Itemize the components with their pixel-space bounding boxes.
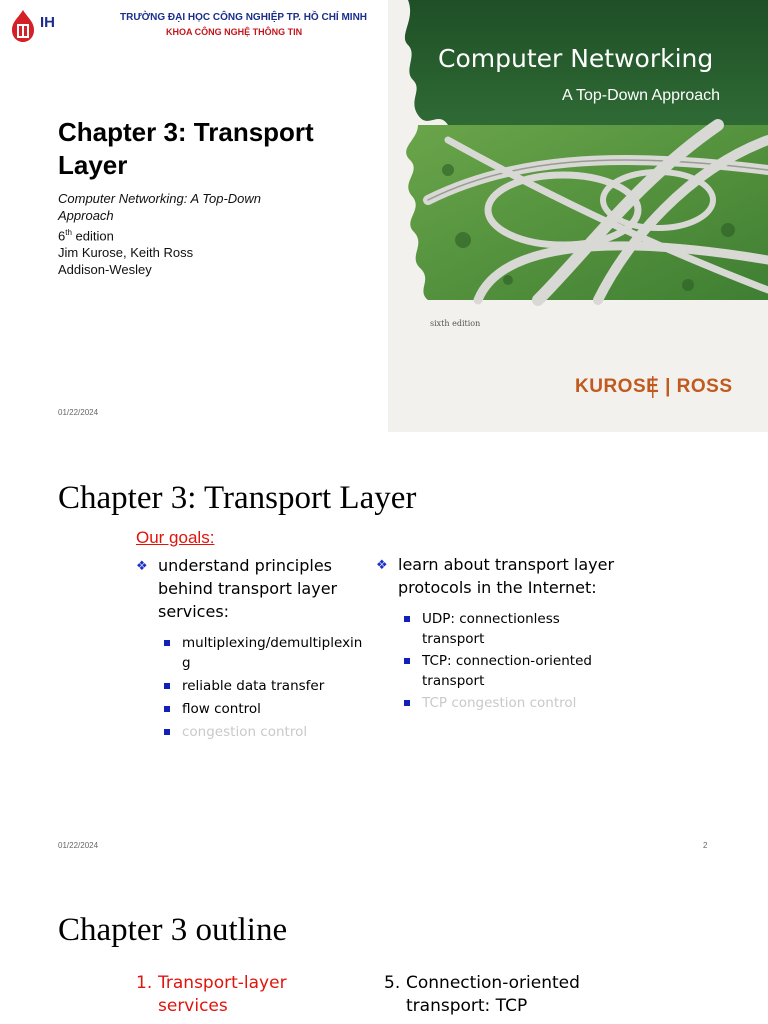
slide-title: Chapter 3: Transport Layer — [58, 117, 314, 180]
square-bullet-icon — [404, 700, 410, 706]
square-bullet-icon — [164, 729, 170, 735]
diamond-bullet-icon: ❖ — [376, 558, 388, 573]
university-logo-icon — [8, 8, 38, 44]
square-bullet-icon — [404, 616, 410, 622]
sub-bullet: flow control — [136, 699, 366, 719]
sub-bullet: multiplexing/demultiplexing — [136, 633, 366, 673]
sub-bullet: reliable data transfer — [136, 676, 366, 696]
book-title: Computer Networking: A Top-Down Approach — [58, 191, 262, 223]
square-bullet-icon — [164, 706, 170, 712]
slide-1 — [0, 0, 768, 432]
sub-bullet: UDP: connectionless transport — [376, 609, 626, 649]
footer-date: 01/22/2024 — [58, 841, 99, 850]
publisher: Addison-Wesley — [58, 262, 152, 278]
slide-title: Chapter 3: Transport Layer — [58, 480, 417, 516]
book-info — [58, 190, 308, 278]
authors: Jim Kurose, Keith Ross — [58, 245, 194, 261]
square-bullet-icon — [164, 640, 170, 646]
square-bullet-icon — [164, 683, 170, 689]
bullet: ❖ understand principles behind transport layer services: — [136, 556, 338, 621]
outline-item-1: 1. Transport-layer services — [136, 973, 287, 1016]
goals-label: Our goals: — [136, 528, 215, 547]
square-bullet-icon — [404, 658, 410, 664]
diamond-bullet-icon: ❖ — [136, 559, 148, 574]
outline-item-5: 5. Connection-oriented transport: TCP — [384, 973, 580, 1016]
cover-subtitle: A Top-Down Approach — [562, 87, 721, 104]
bullet: ❖ learn about transport layer protocols in the Internet: — [376, 555, 615, 597]
school-name: TRƯỜNG ĐẠI HỌC CÔNG NGHIỆP TP. HỒ CHÍ MINH — [120, 12, 368, 23]
footer-date: 01/22/2024 — [58, 408, 99, 417]
edition: 6th edition — [58, 228, 114, 244]
page-number: 2 — [703, 841, 708, 850]
sub-bullet: TCP congestion control — [376, 693, 626, 713]
goals-right-column — [376, 553, 626, 716]
sub-bullet: congestion control — [136, 722, 366, 742]
cover-title: Computer Networking — [438, 44, 714, 73]
cover-authors: KUROSE | ROSS — [575, 376, 733, 397]
sub-bullet: TCP: connection-oriented transport — [376, 651, 626, 691]
slide-2 — [0, 432, 768, 864]
slide-3 — [0, 864, 768, 1024]
faculty-name: KHOA CÔNG NGHỆ THÔNG TIN — [166, 27, 303, 37]
university-logo — [8, 6, 113, 48]
slide-title: Chapter 3 outline — [58, 912, 288, 948]
logo-letters: IH — [40, 14, 55, 31]
cover-edition: sixth edition — [430, 319, 481, 328]
goals-left-column — [136, 554, 366, 745]
